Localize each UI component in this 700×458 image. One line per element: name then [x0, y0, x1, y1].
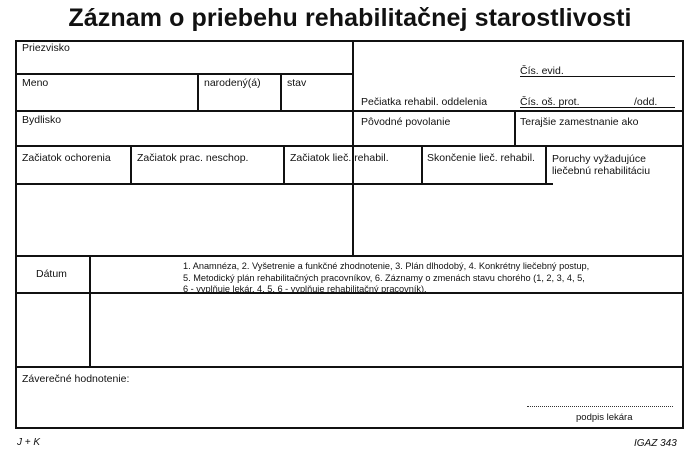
instruction-line: 6 - vyplňuje lekár, 4, 5, 6 - vyplňuje rehabilitačný pracovník). — [183, 284, 427, 295]
zaverecne-hodnotenie-label: Záverečné hodnotenie: — [22, 373, 130, 385]
signature-line[interactable] — [527, 406, 673, 407]
divider — [545, 145, 547, 183]
divider — [421, 145, 423, 183]
zaciatok-liec-rehabil-label: Začiatok lieč. rehabil. — [290, 152, 389, 164]
cis-evid-label: Čís. evid. — [520, 65, 564, 77]
peciatka-label: Pečiatka rehabil. oddelenia — [361, 96, 488, 108]
divider — [283, 145, 285, 183]
divider — [130, 145, 132, 183]
bydlisko-label: Bydlisko — [22, 114, 62, 126]
priezvisko-label: Priezvisko — [22, 42, 70, 54]
poruchy-area[interactable] — [354, 185, 682, 254]
cis-os-prot-line[interactable] — [520, 107, 675, 108]
zaciatok-prac-neschop-label: Začiatok prac. neschop. — [137, 152, 249, 164]
meno-label: Meno — [22, 77, 49, 89]
zaciatok-ochorenia-label: Začiatok ochorenia — [22, 152, 111, 164]
stav-label: stav — [287, 77, 307, 89]
skoncenie-liec-rehabil-label: Skončenie lieč. rehabil. — [427, 152, 535, 164]
bydlisko-field[interactable] — [17, 112, 351, 144]
odd-label: /odd. — [634, 96, 658, 108]
terajsie-zamestnanie-label: Terajšie zamestnanie ako — [520, 116, 639, 128]
poruchy-label: Poruchy vyžadujúce liečebnú rehabilitáciu — [552, 153, 651, 177]
podpis-lekara-label: podpis lekára — [576, 412, 633, 423]
footer-left: J + K — [17, 437, 41, 448]
cis-evid-line[interactable] — [520, 76, 675, 77]
narodeny-label: narodený(á) — [204, 77, 261, 89]
instructions — [183, 261, 589, 296]
instruction-line: 5. Metodický plán rehabilitačných pracovníkov, 6. Záznamy o zmenách stavu chorého (1, 2, 3, 4, 5, — [183, 272, 585, 283]
form-title: Záznam o priebehu rehabilitačnej starostlivosti — [68, 4, 632, 32]
footer-right: IGAZ 343 — [634, 438, 677, 449]
povodne-povolanie-label: Pôvodné povolanie — [361, 116, 451, 128]
instruction-line: 1. Anamnéza, 2. Vyšetrenie a funkčné zhodnotenie, 3. Plán dlhodobý, 4. Konkrétny liečebný postup, — [183, 261, 590, 271]
record-entry-field[interactable] — [91, 294, 682, 365]
ochorenie-area[interactable] — [17, 185, 351, 254]
divider — [15, 145, 684, 147]
datum-label: Dátum — [36, 268, 67, 280]
datum-entry-field[interactable] — [17, 294, 88, 365]
cis-os-prot-label: Čís. oš. prot. — [520, 96, 580, 108]
divider — [15, 255, 684, 257]
